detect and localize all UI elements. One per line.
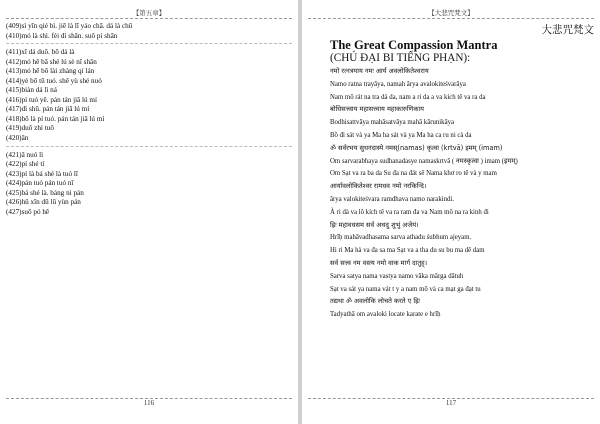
transliteration-line: À ri dà va lô kích tê va ra ram đa va Nam mô na ra kinh đi — [330, 208, 489, 216]
transliteration-line: Nam mô rát na tra dá da, nam a ri da a va kích tê va ra da — [330, 93, 486, 101]
verse-line: (424)pán tuó pán tuó nī — [6, 179, 74, 188]
devanagari-line: नमो रत्नत्रयाय नमः आर्य अवलोकितेश्वराय — [330, 67, 429, 75]
verse-line: (411)xī dá duō. bō dá là — [6, 48, 75, 57]
left-page-header: 【第五章】 — [132, 10, 166, 17]
verse-line: (423)pí là bá shé là tuó lī — [6, 169, 78, 178]
transliteration-line: Hi ri Ma hà va đa sa ma Sạt va a tha du su bu ma dê dam — [330, 247, 485, 255]
right-page-header: 【大悲咒梵文】 — [428, 10, 474, 17]
transliteration-line: Bodhisattvāya mahāsatvāya mahā kārunikāya — [330, 119, 454, 127]
transliteration-line: Hrīḥ mahāvadhasama sarva athadu śubhum ajeyam. — [330, 234, 472, 242]
right-page — [302, 0, 600, 424]
transliteration-line: Om sarvarabhaya sudhanadasye namaskrtvā ( नमस्कृत्वा ) imam (इमम्) — [330, 157, 518, 165]
transliteration-line: Om Sạt va ra ba da Su đa na đát sê Nama khơ ro tê và y mam — [330, 170, 497, 178]
right-page-number: 117 — [445, 399, 457, 407]
transliteration-line: Bồ đi sát và ya Ma ha sát và ya Ma ha ca ru ni cà da — [330, 131, 472, 139]
left-header-rule — [6, 18, 292, 19]
devanagari-line: आर्यावलोकितेश्वर रामधव नमो नरकिन्दि। — [330, 182, 427, 191]
verse-line: (422)pí shé tí — [6, 160, 45, 169]
section-divider — [6, 43, 292, 44]
verse-line: (415)biàn dá lì ná — [6, 86, 57, 95]
left-page-number: 116 — [143, 399, 155, 407]
devanagari-line: सर्व सत्त्व नम वस्त्य नमो वाक मार्ग दातुह्। — [330, 258, 428, 267]
verse-line: (427)suō pó hē — [6, 207, 50, 216]
verse-line: (414)yè bō tū tuó. shě yù shé nuó — [6, 76, 102, 85]
transliteration-line: Tadyathā om avaloki locate karate e hrīḥ — [330, 311, 441, 319]
verse-line: (413)mó hē bō lài zhàng qí lán — [6, 67, 95, 76]
chinese-title: 大悲咒梵文 — [541, 25, 594, 36]
verse-line: (426)hǔ xīn dū lū yùn pán — [6, 198, 81, 207]
verse-line: (419)duō zhí tuō — [6, 124, 54, 133]
right-page-content — [330, 22, 594, 322]
transliteration-line: Namo ratna trayāya, namah ārya avalokiteśvarāya — [330, 80, 466, 88]
left-page — [0, 0, 298, 424]
transliteration-line: Sarva satya nama vastya namo vāka mārga dātuh — [330, 272, 464, 280]
left-page-content — [6, 22, 292, 217]
transliteration-line: Sạt va sát ya nama vát t y a nam mô và ca mạt ga đạt tu — [330, 285, 481, 293]
right-header-rule — [308, 18, 594, 19]
verse-line: (421)ā nuó lì — [6, 150, 44, 159]
verse-line: (425)bá shé là. báng nì pán — [6, 188, 84, 197]
verse-line: (409)sì yīn qié bì. jiē là lī yáo chā. dá là chū — [6, 22, 133, 30]
devanagari-line: ॐ सर्वरभय सुधनदास्ये नमस्‌(namas) कृत्वा (krtvā) इमम्‌ (imam) — [330, 143, 503, 152]
left-lines-top — [6, 22, 292, 41]
devanagari-line: बोधिसत्त्वाय महासत्त्वाय महाकारुणिकाय — [330, 105, 424, 114]
verse-line: (418)bō là pí tuó. pán tán jiā lú mí — [6, 114, 105, 123]
page-subtitle: (CHÚ ĐẠI BI TIẾNG PHẠN): — [330, 52, 471, 64]
verse-line: (410)mó là shì. fèi dì shān. suō pí shān — [6, 31, 118, 40]
left-lines-bottom — [6, 151, 292, 218]
transliteration-line: ārya valokiteśvara ramdhava namo narakindi. — [330, 195, 454, 203]
verse-line: (420)ān — [6, 134, 29, 143]
devanagari-line: तद्यथा ॐ अवलोकि लोचते करते ए ह्रिः — [330, 297, 420, 306]
left-lines-mid — [6, 48, 292, 143]
verse-line: (412)mó hē bā shé lú sè nī shān — [6, 57, 97, 66]
verse-line: (416)pí tuó yē. pán tán jiā lú mí — [6, 95, 98, 104]
page-title: The Great Compassion Mantra — [330, 38, 498, 52]
mantra-lines — [330, 66, 594, 322]
section-divider — [6, 146, 292, 147]
verse-line: (417)dì shū. pán tán jiā lú mí — [6, 105, 90, 114]
devanagari-line: ह्रिः महावधसम सर्व अथदु शुभुं अजेयं। — [330, 220, 419, 229]
